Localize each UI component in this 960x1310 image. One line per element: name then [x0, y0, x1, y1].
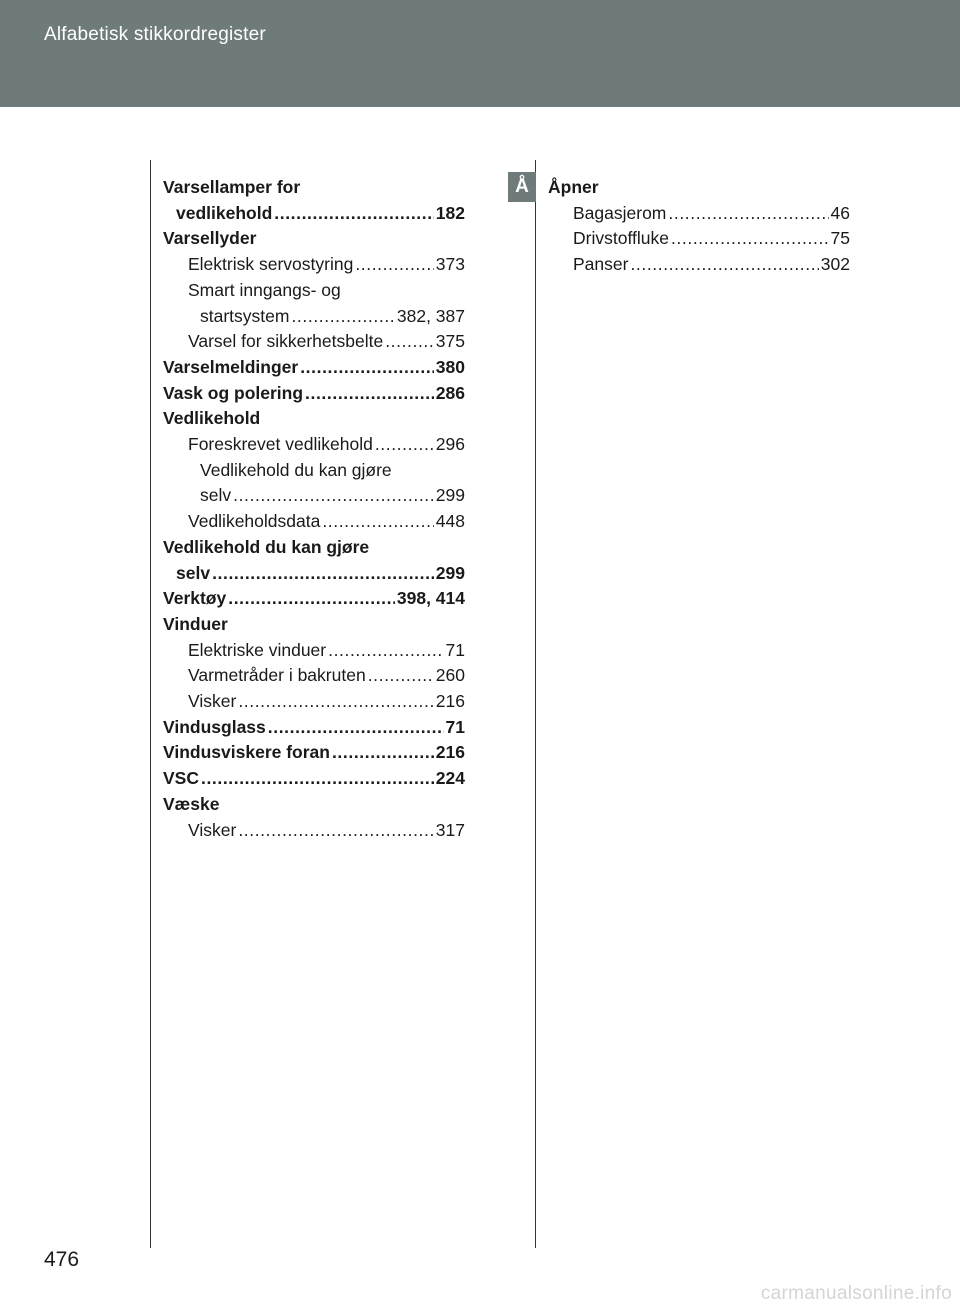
index-heading: Vedlikehold	[163, 408, 261, 429]
index-entry	[163, 766, 465, 792]
page-reference: 398, 414	[396, 588, 465, 609]
dot-leader	[668, 201, 828, 227]
index-column-left	[163, 175, 465, 843]
page-reference: 296	[435, 434, 465, 455]
page-reference: 260	[435, 665, 465, 686]
dot-leader	[385, 329, 434, 355]
index-entry	[163, 483, 465, 509]
index-term: Visker	[188, 819, 237, 840]
dot-leader	[322, 509, 433, 535]
index-entry	[548, 226, 850, 252]
dot-leader	[228, 586, 395, 612]
dot-leader	[355, 252, 433, 278]
index-entry	[163, 329, 465, 355]
index-entry	[548, 201, 850, 227]
page-reference: 373	[435, 254, 465, 275]
index-column-right	[548, 175, 850, 278]
dot-leader	[238, 689, 433, 715]
index-entry	[163, 304, 465, 330]
index-term: Foreskrevet vedlikehold	[188, 434, 373, 455]
page-reference: 302	[820, 254, 850, 275]
index-term: VSC	[163, 768, 199, 789]
index-entry	[163, 432, 465, 458]
index-entry	[163, 252, 465, 278]
middle-column-divider	[535, 160, 536, 1248]
index-entry	[163, 663, 465, 689]
page-reference: 71	[445, 639, 465, 660]
index-term: Varselmeldinger	[163, 356, 299, 377]
dot-leader	[201, 766, 434, 792]
page-reference: 380	[435, 356, 465, 377]
index-heading: Varsellyder	[163, 228, 257, 249]
dot-leader	[291, 304, 394, 330]
index-entry	[163, 715, 465, 741]
index-entry	[163, 818, 465, 844]
index-term: Bagasjerom	[573, 202, 667, 223]
dot-leader	[332, 740, 434, 766]
header-title: Alfabetisk stikkordregister	[44, 24, 266, 45]
index-entry	[163, 509, 465, 535]
index-heading: Varsellamper for	[163, 177, 301, 197]
page-reference: 71	[445, 716, 465, 737]
dot-leader	[212, 561, 434, 587]
index-term: Elektrisk servostyring	[188, 254, 354, 275]
index-term: Elektriske vinduer	[188, 639, 327, 660]
dot-leader	[300, 355, 434, 381]
page-reference: 46	[830, 202, 850, 223]
index-heading: Væske	[163, 793, 220, 814]
index-entry	[163, 201, 465, 227]
index-term: selv	[200, 485, 232, 506]
index-heading: Vedlikehold du kan gjøre	[163, 536, 370, 557]
dot-leader	[274, 201, 434, 227]
index-term: Vedlikeholdsdata	[188, 511, 321, 532]
left-column-divider	[150, 160, 151, 1248]
dot-leader	[328, 638, 443, 664]
index-term: Vindusviskere foran	[163, 742, 330, 763]
page-reference: 299	[435, 485, 465, 506]
index-term: Panser	[573, 254, 629, 275]
page-reference: 375	[435, 331, 465, 352]
page-reference: 216	[435, 691, 465, 712]
index-term: vedlikehold	[176, 202, 273, 223]
index-heading: Smart inngangs- og	[188, 279, 341, 300]
index-term: Verktøy	[163, 588, 227, 609]
index-term: Drivstoffluke	[573, 228, 669, 249]
watermark: carmanualsonline.info	[760, 1283, 952, 1304]
index-term: Varmetråder i bakruten	[188, 665, 366, 686]
page-reference: 299	[435, 562, 465, 583]
index-entry	[163, 638, 465, 664]
index-term: selv	[176, 562, 211, 583]
page-reference: 75	[830, 228, 850, 249]
index-term: Visker	[188, 691, 237, 712]
dot-leader	[630, 252, 818, 278]
index-term: Varsel for sikkerhetsbelte	[188, 331, 384, 352]
dot-leader	[368, 663, 434, 689]
index-entry	[163, 561, 465, 587]
page-reference: 286	[435, 382, 465, 403]
index-entry	[163, 355, 465, 381]
dot-leader	[238, 818, 433, 844]
index-heading: Vinduer	[163, 613, 228, 634]
index-entry	[163, 689, 465, 715]
index-entry	[163, 740, 465, 766]
page-reference: 317	[435, 819, 465, 840]
page-reference: 448	[435, 511, 465, 532]
index-entry	[548, 252, 850, 278]
index-term: Vindusglass	[163, 716, 266, 737]
index-heading: Åpner	[548, 177, 599, 197]
dot-leader	[671, 226, 829, 252]
index-letter-badge: Å	[508, 172, 536, 202]
dot-leader	[268, 715, 444, 741]
page-reference: 224	[435, 768, 465, 789]
page-reference: 216	[435, 742, 465, 763]
index-heading: Vedlikehold du kan gjøre	[200, 459, 392, 480]
index-entry	[163, 381, 465, 407]
page-number: 476	[44, 1248, 80, 1271]
index-term: startsystem	[200, 305, 290, 326]
dot-leader	[305, 381, 434, 407]
page-reference: 182	[435, 202, 465, 223]
dot-leader	[233, 483, 434, 509]
dot-leader	[375, 432, 434, 458]
page-header	[0, 0, 960, 107]
index-entry	[163, 586, 465, 612]
page-reference: 382, 387	[396, 305, 465, 326]
index-term: Vask og polering	[163, 382, 304, 403]
